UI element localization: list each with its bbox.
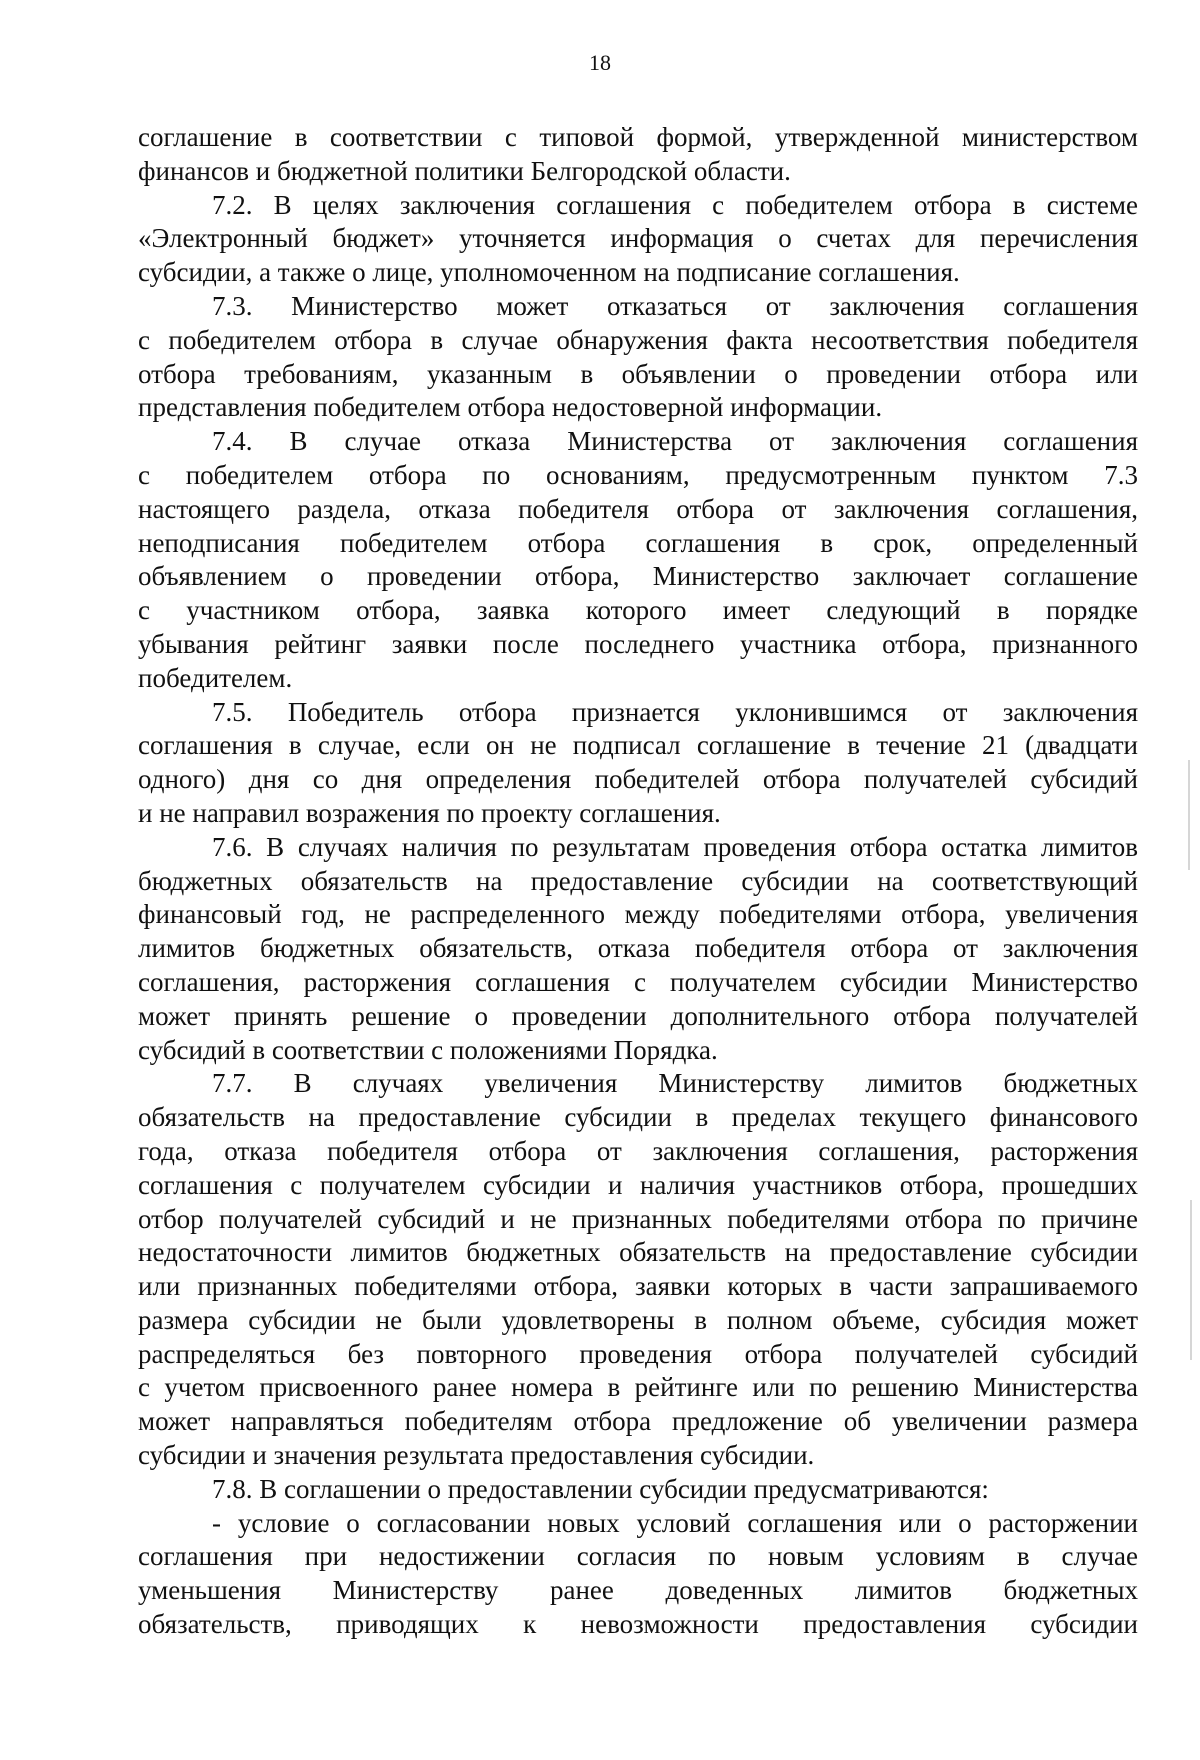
text-line: - условие о согласовании новых условий соглашения или о расторжении — [212, 1507, 1138, 1538]
text-line: объявлением о проведении отбора, Министерство заключает соглашение — [138, 561, 1138, 592]
text-line: 7.3. Министерство может отказаться от заключения соглашения — [212, 290, 1138, 321]
text-line: 7.4. В случае отказа Министерства от заключения соглашения — [212, 426, 1138, 457]
text-line: победителем. — [138, 662, 293, 693]
text-line: настоящего раздела, отказа победителя отбора от заключения соглашения, — [138, 493, 1138, 524]
text-line: соглашения, расторжения соглашения с получателем субсидии Министерство — [138, 966, 1138, 997]
text-line: соглашения в случае, если он не подписал соглашение в течение 21 (двадцати — [138, 730, 1138, 761]
text-line: может принять решение о проведении дополнительного отбора получателей — [138, 1000, 1138, 1031]
text-line: с победителем отбора по основаниям, предусмотренным пунктом 7.3 — [138, 459, 1138, 490]
text-line: соглашения с получателем субсидии и наличия участников отбора, прошедших — [138, 1169, 1138, 1200]
text-line: недостаточности лимитов бюджетных обязательств на предоставление субсидии — [138, 1237, 1138, 1268]
text-line: с участником отбора, заявка которого имеет следующий в порядке — [138, 595, 1138, 626]
text-line: 7.6. В случаях наличия по результатам проведения отбора остатка лимитов — [212, 831, 1138, 862]
scan-margin-mark — [1188, 760, 1190, 870]
text-line: с учетом присвоенного ранее номера в рейтинге или по решению Министерства — [138, 1372, 1138, 1403]
text-line: субсидий в соответствии с положениями Порядка. — [138, 1034, 718, 1065]
text-line: года, отказа победителя отбора от заключения соглашения, расторжения — [138, 1135, 1138, 1166]
text-line: отбор получателей субсидий и не признанных победителями отбора по причине — [138, 1203, 1138, 1234]
text-line: финансовый год, не распределенного между победителями отбора, увеличения — [138, 899, 1138, 930]
page-number: 18 — [589, 50, 611, 75]
document-body-text — [138, 121, 1138, 1642]
text-line: финансов и бюджетной политики Белгородской области. — [138, 155, 791, 186]
text-line: убывания рейтинг заявки после последнего участника отбора, признанного — [138, 628, 1138, 659]
text-line: 7.8. В соглашении о предоставлении субсидии предусматриваются: — [212, 1473, 989, 1504]
text-line: обязательств на предоставление субсидии в пределах текущего финансового — [138, 1102, 1138, 1133]
text-line: отбора требованиям, указанным в объявлении о проведении отбора или — [138, 358, 1138, 389]
text-line: уменьшения Министерству ранее доведенных лимитов бюджетных — [138, 1575, 1138, 1606]
text-line: 7.7. В случаях увеличения Министерству лимитов бюджетных — [212, 1068, 1138, 1099]
text-line: обязательств, приводящих к невозможности предоставления субсидии — [138, 1609, 1138, 1640]
text-line: распределяться без повторного проведения отбора получателей субсидий — [138, 1338, 1138, 1369]
text-line: может направляться победителям отбора предложение об увеличении размера — [138, 1406, 1138, 1437]
text-line: соглашения при недостижении согласия по новым условиям в случае — [138, 1541, 1138, 1572]
text-line: одного) дня со дня определения победителей отбора получателей субсидий — [138, 764, 1138, 795]
text-line: 7.5. Победитель отбора признается уклонившимся от заключения — [212, 696, 1138, 727]
text-line: лимитов бюджетных обязательств, отказа победителя отбора от заключения — [138, 933, 1138, 964]
text-line: субсидии, а также о лице, уполномоченном на подписание соглашения. — [138, 257, 960, 288]
text-line: неподписания победителем отбора соглашения в срок, определенный — [138, 527, 1138, 558]
text-line: субсидии и значения результата предоставления субсидии. — [138, 1440, 815, 1471]
text-line: соглашение в соответствии с типовой формой, утвержденной министерством — [138, 122, 1138, 152]
text-line: или признанных победителями отбора, заявки которых в части запрашиваемого — [138, 1271, 1138, 1302]
text-line: «Электронный бюджет» уточняется информация о счетах для перечисления — [138, 223, 1138, 254]
text-line: представления победителем отбора недостоверной информации. — [138, 392, 883, 423]
text-line: размера субсидии не были удовлетворены в полном объеме, субсидия может — [138, 1304, 1138, 1335]
text-line: бюджетных обязательств на предоставление субсидии на соответствующий — [138, 865, 1138, 896]
text-line: 7.2. В целях заключения соглашения с победителем отбора в системе — [212, 189, 1138, 220]
scan-margin-mark — [1190, 1200, 1192, 1360]
text-line: и не направил возражения по проекту соглашения. — [138, 797, 721, 828]
text-line: с победителем отбора в случае обнаружения факта несоответствия победителя — [138, 324, 1138, 355]
